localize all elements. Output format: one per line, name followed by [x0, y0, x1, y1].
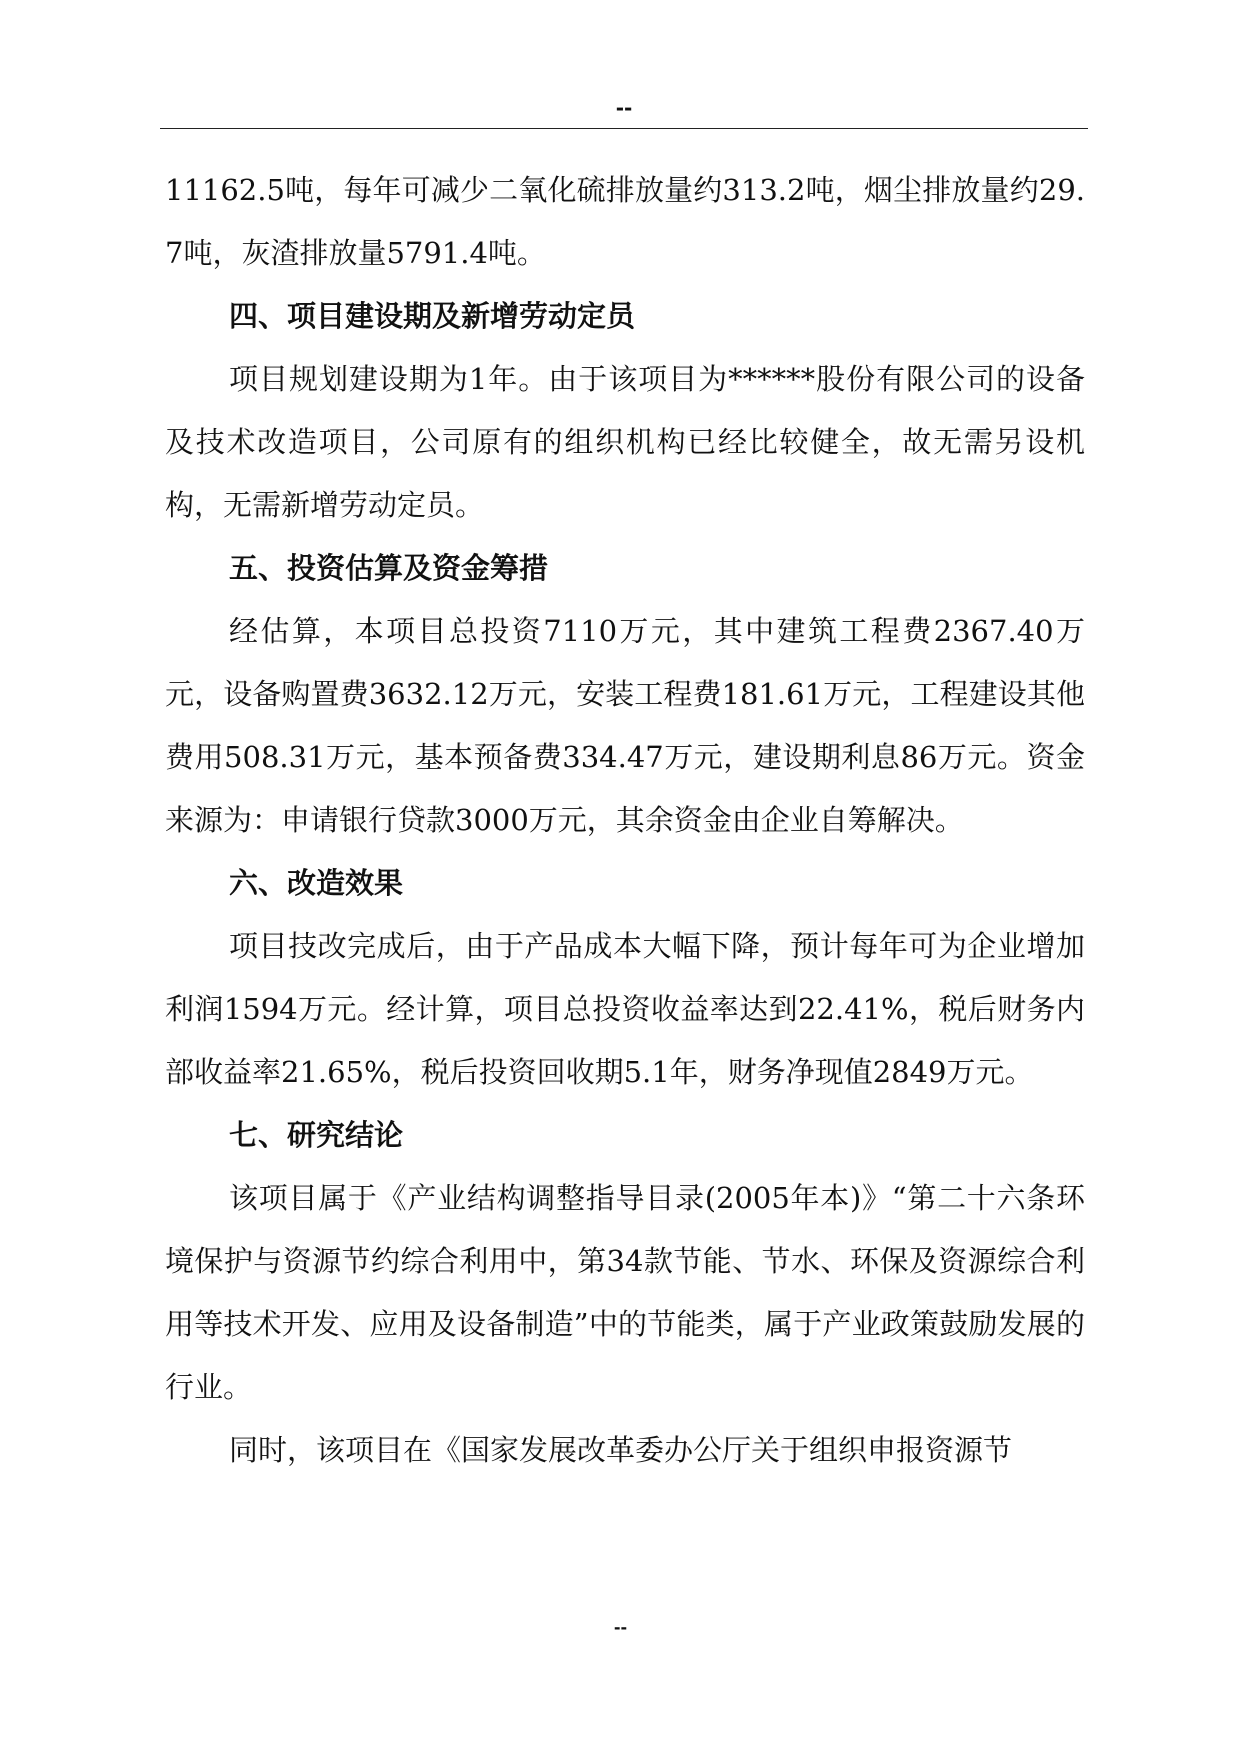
heading-construction-period: 四、项目建设期及新增劳动定员 — [229, 299, 636, 333]
paragraph-construction-period: 项目规划建设期为1年。由于该项目为******股份有限公司的设备及技术改造项目，公司原有的组织机构已经比较健全，故无需另设机构，无需新增劳动定员。 — [165, 362, 1085, 522]
paragraph-continuation: 同时，该项目在《国家发展改革委办公厅关于组织申报资源节 — [229, 1433, 1013, 1467]
footer-mark: -- — [613, 1618, 628, 1637]
heading-investment: 五、投资估算及资金筹措 — [229, 551, 549, 585]
heading-effects: 六、改造效果 — [229, 866, 404, 900]
paragraph-emissions: 11162.5吨，每年可减少二氧化硫排放量约313.2吨，烟尘排放量约29.7吨，灰渣排放量5791.4吨。 — [165, 173, 1085, 270]
page-footer — [0, 1618, 1241, 1637]
paragraph-conclusion: 该项目属于《产业结构调整指导目录(2005年本)》“第二十六条环境保护与资源节约综合利用中，第34款节能、节水、环保及资源综合利用等技术开发、应用及设备制造”中的节能类，属于产业政策鼓励发展的行业。 — [165, 1181, 1085, 1404]
paragraph-investment: 经估算，本项目总投资7110万元，其中建筑工程费2367.40万元，设备购置费3632.12万元，安装工程费181.61万元，工程建设其他费用508.31万元，基本预备费334.47万元，建设期利息86万元。资金来源为：申请银行贷款3000万元，其余资金由企业自筹解决。 — [165, 614, 1085, 837]
document-body — [165, 159, 1085, 1482]
paragraph-effects: 项目技改完成后，由于产品成本大幅下降，预计每年可为企业增加利润1594万元。经计算，项目总投资收益率达到22.41%，税后财务内部收益率21.65%，税后投资回收期5.1年，财务净现值2849万元。 — [165, 929, 1085, 1089]
header-mark: -- — [615, 96, 633, 120]
page-header — [160, 96, 1088, 129]
heading-conclusion: 七、研究结论 — [229, 1118, 404, 1152]
